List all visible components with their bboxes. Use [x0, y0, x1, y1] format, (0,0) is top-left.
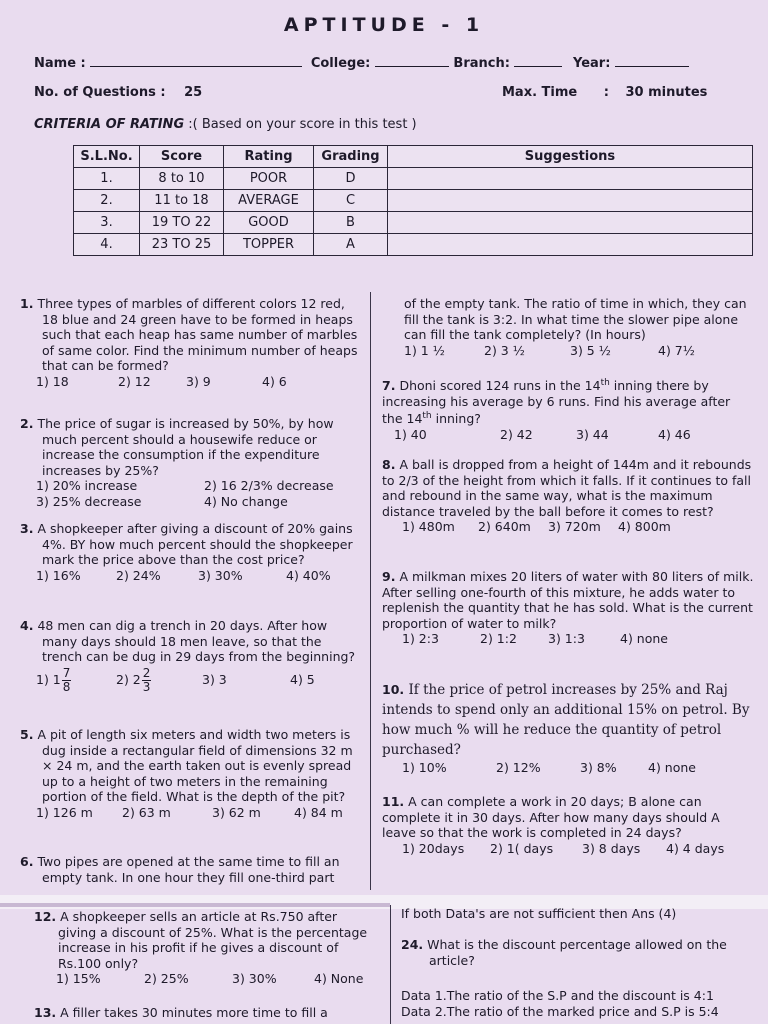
question-7 — [382, 376, 754, 442]
option[interactable]: 1) 18 — [36, 373, 69, 389]
question-number: 13. — [34, 1005, 57, 1020]
question-6-continued — [382, 296, 754, 358]
question-text: A ball is dropped from a height of 144m and it rebounds to 2/3 of the height from which it falls. If it continues to fall and rebound in the same way, what is the maximum distance traveled by the ball before it comes to rest? — [382, 457, 752, 519]
answer-options — [382, 841, 754, 857]
option[interactable]: 4) None — [314, 971, 364, 986]
option[interactable]: 3) 25% decrease — [36, 493, 142, 509]
option[interactable]: 3) 62 m — [212, 804, 261, 820]
table-cell: B — [314, 212, 388, 234]
numerator: 2 — [142, 665, 151, 680]
table-row — [74, 168, 753, 190]
question-text: If the price of petrol increases by 25% and Raj intends to spend only an additional 15% on petrol. By how much % will he reduce the quantity of petrol purchased? — [382, 682, 750, 758]
table-cell: POOR — [224, 168, 314, 190]
option[interactable]: 4) 40% — [286, 567, 331, 583]
table-cell: 3. — [74, 212, 140, 234]
superscript: th — [600, 378, 610, 388]
question-number: 8. — [382, 457, 396, 472]
question-number: 10. — [382, 682, 405, 697]
name-blank[interactable] — [90, 54, 302, 67]
denominator: 3 — [142, 679, 151, 694]
option[interactable]: 2) 12% — [496, 760, 541, 775]
question-text: A can complete a work in 20 days; B alone can complete it in 30 days. After how many days should A leave so that the work is completed in 24 days? — [382, 794, 720, 840]
question-text: The price of sugar is increased by 50%, by how much percent should a housewife reduce or increase the consumption if the expenditure increases by 25%? — [37, 416, 334, 478]
table-cell: TOPPER — [224, 234, 314, 256]
option[interactable]: 2) 1( days — [490, 840, 554, 856]
option[interactable]: 2) 42 — [500, 426, 533, 442]
question-number: 6. — [20, 854, 34, 869]
questions-count — [34, 85, 202, 100]
option-whole: 1) 1 — [36, 671, 61, 687]
question-text: Three types of marbles of different colors 12 red, 18 blue and 24 green have to be formed in heaps such that each heap has same number of marbles of same color. Find the minimum number of heaps that can be formed? — [37, 296, 358, 373]
option[interactable]: 4) 84 m — [294, 804, 343, 820]
questions-value: 25 — [184, 85, 203, 100]
answer-options — [382, 427, 754, 443]
denominator: 8 — [62, 679, 71, 694]
max-time — [502, 85, 707, 100]
question-5 — [20, 727, 360, 820]
question-text: A shopkeeper after giving a discount of 20% gains 4%. BY how much percent should the shopkeeper mark the price above than the cost price? — [37, 521, 353, 567]
option[interactable] — [116, 667, 202, 694]
question-text: 48 men can dig a trench in 20 days. After how many days should 18 men leave, so that the trench can be dug in 29 days from the beginning? — [37, 618, 356, 664]
questions-label: No. of Questions : — [34, 85, 166, 100]
answer-options — [20, 667, 360, 694]
question-text: What is the discount percentage allowed on the article? — [427, 937, 727, 968]
question-number: 3. — [20, 521, 34, 536]
table-cell: 1. — [74, 168, 140, 190]
option[interactable]: 2) 1:2 — [480, 631, 517, 646]
question-6 — [20, 854, 360, 885]
branch-label: Branch: — [453, 56, 510, 71]
answer-options — [382, 760, 754, 776]
option[interactable]: 4) none — [620, 631, 668, 646]
column-header: Score — [140, 146, 224, 168]
question-24 — [401, 937, 761, 968]
option-whole: 2) 2 — [116, 671, 141, 687]
answer-options — [20, 494, 360, 510]
question-text: A shopkeeper sells an article at Rs.750 after giving a discount of 25%. What is the percentage increase in his profit if he gives a discount of Rs.100 only? — [58, 909, 368, 971]
criteria-note: :( Based on your score in this test ) — [188, 117, 417, 132]
option[interactable]: 2) 24% — [116, 567, 161, 583]
table-cell — [388, 190, 753, 212]
question-text: Dhoni scored 124 runs in the 14 — [399, 378, 601, 394]
column-header: Rating — [224, 146, 314, 168]
question-number: 11. — [382, 794, 405, 809]
table-cell — [388, 168, 753, 190]
option[interactable]: 1) 480m — [402, 519, 455, 534]
option[interactable]: 4) 800m — [618, 519, 671, 534]
table-header-row — [74, 146, 753, 168]
option[interactable]: 3) 8% — [580, 760, 617, 775]
table-cell: 19 TO 22 — [140, 212, 224, 234]
question-text: Two pipes are opened at the same time to fill an empty tank. In one hour they fill one-third part — [37, 854, 340, 885]
option[interactable]: 3) 3 — [202, 672, 227, 688]
question-number: 9. — [382, 569, 396, 584]
question-text: inning? — [431, 411, 481, 427]
option[interactable]: 3) 720m — [548, 519, 601, 534]
table-cell: AVERAGE — [224, 190, 314, 212]
table-cell: A — [314, 234, 388, 256]
option[interactable]: 3) 1:3 — [548, 631, 585, 646]
question-number: 4. — [20, 618, 34, 633]
column-header: Suggestions — [388, 146, 753, 168]
answer-options — [20, 374, 360, 390]
table-cell: 4. — [74, 234, 140, 256]
column-divider — [390, 905, 391, 1024]
superscript: th — [422, 411, 432, 422]
column-header: S.L.No. — [74, 146, 140, 168]
question-text: A pit of length six meters and width two meters is dug inside a rectangular field of dimensions 32 m × 24 m, and the earth taken out is evenly spread up to a height of two meters in the remaining portion of the field. What is the depth of the pit? — [37, 727, 353, 804]
option[interactable]: 1) 2:3 — [402, 631, 439, 646]
question-3 — [20, 521, 360, 583]
option[interactable] — [36, 667, 116, 694]
question-text: of the empty tank. The ratio of time in which, they can fill the tank is 3:2. In what time the slower pipe alone can fill the tank completely? (In hours) — [404, 296, 747, 342]
college-blank[interactable] — [375, 54, 449, 67]
question-12 — [20, 909, 372, 987]
question-text: inning there by increasing his average by 6 runs. Find his average after the 14 — [382, 378, 731, 427]
time-value: 30 minutes — [625, 85, 708, 100]
option[interactable]: 2) 63 m — [122, 804, 171, 820]
option[interactable]: 3) 30% — [198, 567, 243, 583]
option[interactable]: 4) No change — [204, 493, 288, 509]
question-11 — [382, 794, 754, 856]
option[interactable]: 3) 5 ½ — [570, 342, 611, 358]
question-9 — [382, 569, 754, 647]
question-number: 24. — [401, 937, 424, 952]
page-title: APTITUDE - 1 — [283, 14, 485, 36]
question-2 — [20, 416, 360, 509]
table-row — [74, 234, 753, 256]
table-row — [74, 212, 753, 234]
page-edge — [0, 903, 390, 907]
student-info-row — [34, 54, 734, 71]
option[interactable]: 2) 12 — [118, 373, 151, 389]
option[interactable]: 1) 15% — [56, 971, 101, 986]
option[interactable]: 1) 20days — [402, 840, 465, 856]
option[interactable]: 3) 8 days — [582, 840, 641, 856]
answer-options — [20, 971, 372, 987]
question-text: A filler takes 30 minutes more time to fill a — [60, 1005, 328, 1020]
data-statement-1: Data 1.The ratio of the S.P and the discount is 4:1 — [401, 988, 714, 1003]
question-10 — [382, 680, 754, 776]
question-text: A milkman mixes 20 liters of water with 80 liters of milk. After selling one-fourth of this mixture, he adds water to replenish the quantity that he has sold. What is the current proportion of water to milk? — [382, 569, 754, 631]
option[interactable]: 4) 46 — [658, 426, 691, 442]
question-13 — [20, 1005, 372, 1021]
branch-blank[interactable] — [514, 54, 562, 67]
criteria-heading: CRITERIA OF RATING — [34, 117, 185, 132]
option[interactable]: 4) 7½ — [658, 342, 695, 358]
question-number: 1. — [20, 296, 34, 311]
answer-options — [382, 631, 754, 647]
instruction-note: If both Data's are not sufficient then Ans (4) — [401, 906, 677, 921]
option[interactable]: 3) 9 — [186, 373, 211, 389]
option[interactable]: 2) 16 2/3% decrease — [204, 478, 334, 493]
time-separator: : — [603, 85, 609, 100]
answer-options — [382, 519, 754, 535]
numerator: 7 — [62, 665, 71, 680]
table-cell: 23 TO 25 — [140, 234, 224, 256]
option[interactable]: 4) 5 — [290, 672, 315, 688]
option[interactable]: 4) 4 days — [666, 840, 725, 856]
column-divider — [370, 292, 371, 890]
table-cell: C — [314, 190, 388, 212]
fraction — [62, 667, 72, 694]
answer-options — [404, 343, 754, 359]
option[interactable]: 2) 640m — [478, 519, 531, 534]
table-cell: D — [314, 168, 388, 190]
question-number: 5. — [20, 727, 34, 742]
option[interactable]: 3) 44 — [576, 426, 609, 442]
college-label: College: — [310, 56, 371, 71]
name-label: Name : — [34, 56, 86, 71]
year-blank[interactable] — [615, 54, 689, 67]
option[interactable]: 1) 1 ½ — [404, 342, 445, 358]
time-label: Max. Time — [502, 85, 578, 100]
option[interactable]: 2) 25% — [144, 971, 189, 986]
table-cell: GOOD — [224, 212, 314, 234]
question-1 — [20, 296, 360, 389]
option[interactable]: 1) 126 m — [36, 804, 93, 820]
fraction — [142, 667, 152, 694]
data-statement-2: Data 2.The ratio of the marked price and S.P is 5:4 — [401, 1004, 719, 1019]
question-number: 7. — [382, 378, 396, 394]
option[interactable]: 4) 6 — [262, 373, 287, 389]
table-cell — [388, 234, 753, 256]
rating-table — [73, 145, 753, 256]
option[interactable]: 1) 40 — [394, 426, 427, 442]
table-cell: 8 to 10 — [140, 168, 224, 190]
option[interactable]: 1) 10% — [402, 760, 447, 775]
question-8 — [382, 457, 754, 535]
table-cell: 2. — [74, 190, 140, 212]
criteria-of-rating — [34, 117, 417, 132]
table-cell — [388, 212, 753, 234]
answer-options — [20, 568, 360, 584]
question-number: 12. — [34, 909, 57, 924]
option[interactable]: 1) 16% — [36, 567, 81, 583]
option[interactable]: 1) 20% increase — [36, 478, 138, 493]
table-row — [74, 190, 753, 212]
option[interactable]: 4) none — [648, 760, 696, 775]
question-4 — [20, 618, 360, 694]
table-cell: 11 to 18 — [140, 190, 224, 212]
answer-options — [20, 478, 360, 494]
option[interactable]: 2) 3 ½ — [484, 342, 525, 358]
column-header: Grading — [314, 146, 388, 168]
answer-options — [20, 805, 360, 821]
option[interactable]: 3) 30% — [232, 971, 277, 986]
question-number: 2. — [20, 416, 34, 431]
year-label: Year: — [572, 56, 611, 71]
